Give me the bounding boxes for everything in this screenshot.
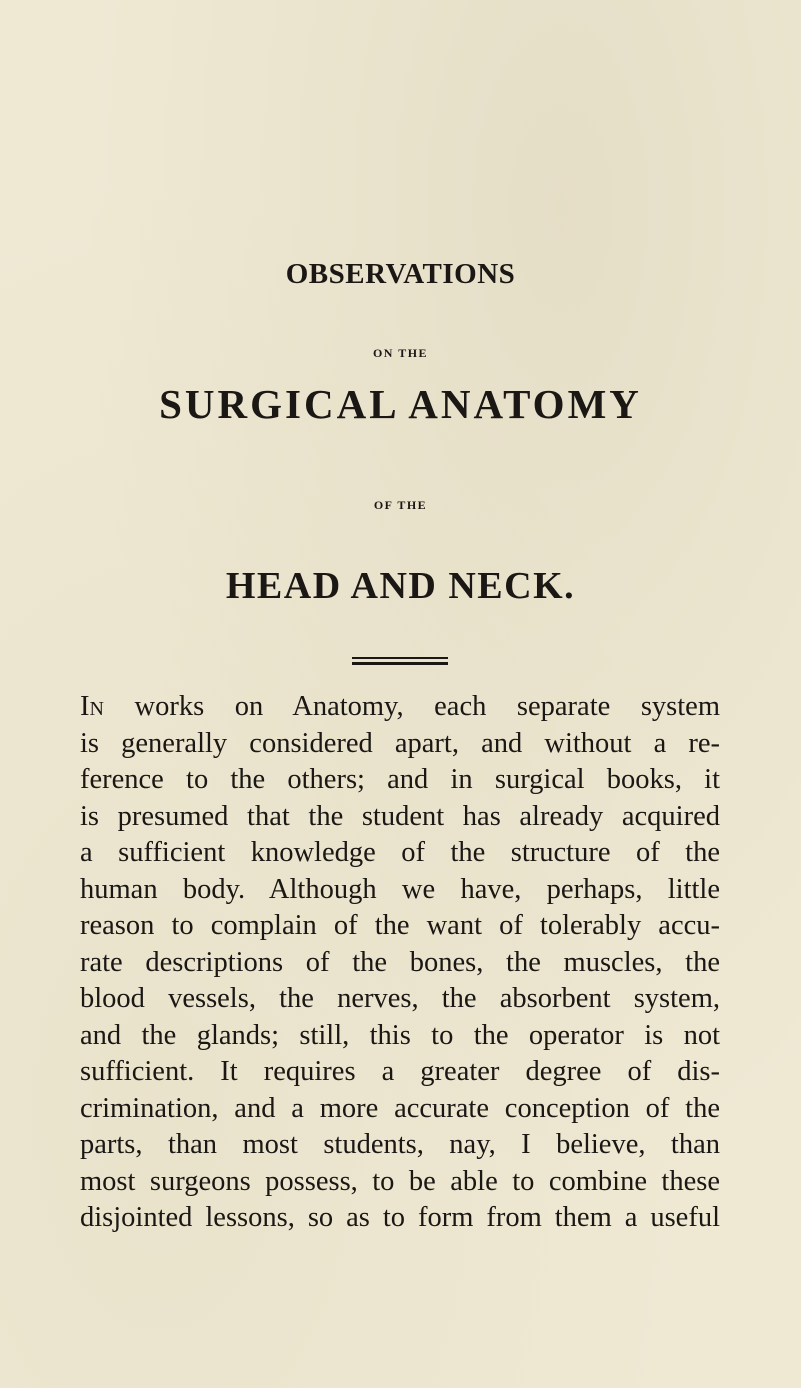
body-line: is presumed that the student has already acquired [80,800,720,832]
body-line: crimination, and a more accurate conception of the [80,1092,720,1124]
body-line: ference to the others; and in surgical books, it [80,764,720,795]
body-line: human body. Although we have, perhaps, little [80,873,720,905]
body-line: reason to complain of the want of tolerably accu- [80,910,720,941]
body-line: blood vessels, the nerves, the absorbent system, [80,983,720,1014]
title-head-and-neck: HEAD AND NECK. [225,565,576,607]
body-line: rate descriptions of the bones, the muscles, the [80,946,720,978]
title-surgical-anatomy: SURGICAL ANATOMY [159,381,642,427]
body-line: most surgeons possess, to be able to combine these [80,1165,720,1197]
opening-word: In [80,691,104,722]
body-line: In works on Anatomy, each separate system [80,691,720,722]
body-paragraph [80,689,720,1237]
double-rule-bottom [352,662,448,665]
body-line: parts, than most students, nay, I believe, than [80,1129,720,1160]
title-on-the: ON THE [372,346,429,360]
body-line: and the glands; still, this to the operator is not [80,1019,720,1051]
double-rule-top [352,657,448,659]
body-line: is generally considered apart, and without a re- [80,727,720,759]
title-of-the: OF THE [373,498,428,512]
body-line: disjointed lessons, so as to form from them a useful [80,1202,720,1233]
title-observations: OBSERVATIONS [285,258,516,290]
body-line: a sufficient knowledge of the structure of the [80,837,720,868]
body-line: sufficient. It requires a greater degree of dis- [80,1056,720,1087]
